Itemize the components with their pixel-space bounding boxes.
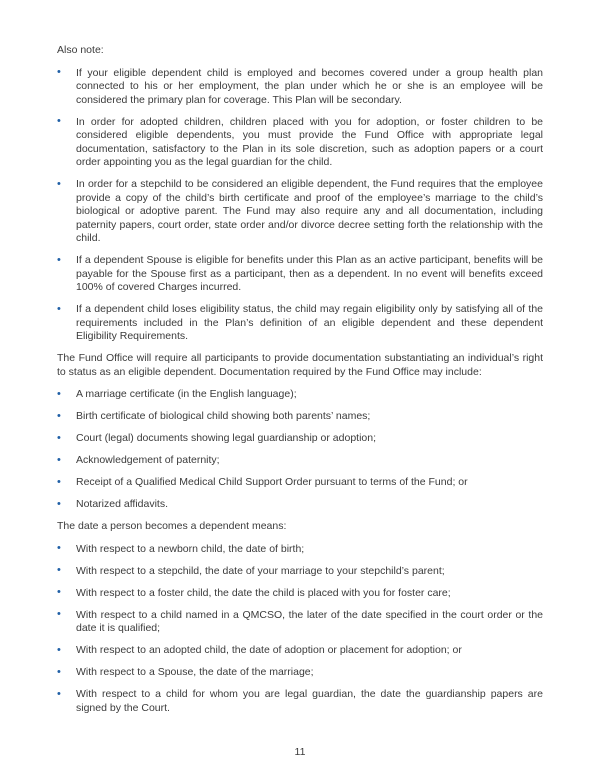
list-item-text: With respect to a Spouse, the date of the marriage; <box>76 666 314 678</box>
list-item <box>57 388 543 402</box>
list-item-text: A marriage certificate (in the English language); <box>76 388 297 400</box>
page-content <box>57 44 543 724</box>
bullet-icon: • <box>57 497 61 510</box>
list-item <box>57 498 543 512</box>
bullet-icon: • <box>57 177 61 190</box>
list-item-text: With respect to a child for whom you are legal guardian, the date the guardianship papers are signed by the Court. <box>76 688 543 714</box>
bullet-icon: • <box>57 302 61 315</box>
bullet-icon: • <box>57 542 61 554</box>
list-item <box>57 178 543 246</box>
bullet-icon: • <box>57 253 61 266</box>
list-item <box>57 609 543 636</box>
bullet-icon: • <box>57 431 61 444</box>
list-item-text: If a dependent Spouse is eligible for benefits under this Plan as an active participant, benefits will be payable for the Spouse first as a participant, then as a dependent. In no event will benefits exceed 100% of covered Charges incurred. <box>76 254 543 293</box>
dependent-date-list <box>57 543 543 716</box>
list-item-text: If a dependent child loses eligibility status, the child may regain eligibility only by satisfying all of the requirements included in the Plan’s definition of an eligible dependent and these dependent Eligibility Requirements. <box>76 303 543 342</box>
list-item-text: With respect to a foster child, the date the child is placed with you for foster care; <box>76 586 451 599</box>
list-item <box>57 116 543 170</box>
list-item <box>57 432 543 446</box>
list-item <box>57 688 543 715</box>
list-item-text: With respect to a child named in a QMCSO, the later of the date specified in the court order or the date it is qualified; <box>76 608 543 634</box>
list-item-text: If your eligible dependent child is employed and becomes covered under a group health plan connected to his or her employment, the plan under which he or she is an employee will be considered the primary plan for coverage. This Plan will be secondary. <box>76 66 543 106</box>
paragraph-documentation: The Fund Office will require all participants to provide documentation substantiating an individual’s right to status as an eligible dependent. Documentation required by the Fund Office may include: <box>57 352 543 378</box>
list-item-text: Acknowledgement of paternity; <box>76 454 220 466</box>
list-item <box>57 587 543 601</box>
bullet-icon: • <box>57 453 61 466</box>
list-item-text: With respect to a stepchild, the date of your marriage to your stepchild’s parent; <box>76 564 445 577</box>
list-item <box>57 67 543 108</box>
bullet-icon: • <box>57 409 61 422</box>
list-item <box>57 410 543 424</box>
list-item-text: Birth certificate of biological child showing both parents’ names; <box>76 410 371 422</box>
bullet-icon: • <box>57 564 61 576</box>
list-item <box>57 543 543 557</box>
bullet-icon: • <box>57 665 61 678</box>
bullet-icon: • <box>57 643 61 656</box>
list-item-text: Notarized affidavits. <box>76 498 169 510</box>
bullet-icon: • <box>57 687 61 700</box>
list-item <box>57 644 543 658</box>
list-item-text: In order for a stepchild to be considered an eligible dependent, the Fund requires that the employee provide a copy of the child’s birth certificate and proof of the employee’s marriage to the child’s biological or adoptive parent. The Fund may also require any and all documentation, including paternity papers, court order, state order and/or divorce decree setting forth the relationship with the child. <box>76 178 543 244</box>
list-item-text: Receipt of a Qualified Medical Child Support Order pursuant to terms of the Fund; or <box>76 476 468 488</box>
list-item-text: In order for adopted children, children placed with you for adoption, or foster children to be considered eligible dependents, you must provide the Fund Office with appropriate legal documentation, satisfactory to the Plan in its sole discretion, such as adoption papers or a court order appointing you as the legal guardian for the child. <box>76 115 543 168</box>
bullet-icon: • <box>57 115 61 127</box>
bullet-icon: • <box>57 66 61 78</box>
list-item-text: Court (legal) documents showing legal guardianship or adoption; <box>76 432 377 444</box>
list-item-text: With respect to a newborn child, the date of birth; <box>76 542 305 555</box>
bullet-icon: • <box>57 608 61 620</box>
paragraph-dependent-date: The date a person becomes a dependent means: <box>57 520 287 532</box>
list-item <box>57 454 543 468</box>
bullet-icon: • <box>57 387 61 400</box>
list-item <box>57 254 543 295</box>
documentation-list <box>57 388 543 512</box>
list-item <box>57 666 543 680</box>
page-number: 11 <box>294 745 306 758</box>
list-item-text: With respect to an adopted child, the date of adoption or placement for adoption; or <box>76 644 462 656</box>
bullet-icon: • <box>57 586 61 598</box>
list-item <box>57 476 543 490</box>
list-item <box>57 565 543 579</box>
note-list <box>57 67 543 344</box>
list-item <box>57 303 543 344</box>
bullet-icon: • <box>57 475 61 488</box>
intro-text: Also note: <box>57 44 104 56</box>
